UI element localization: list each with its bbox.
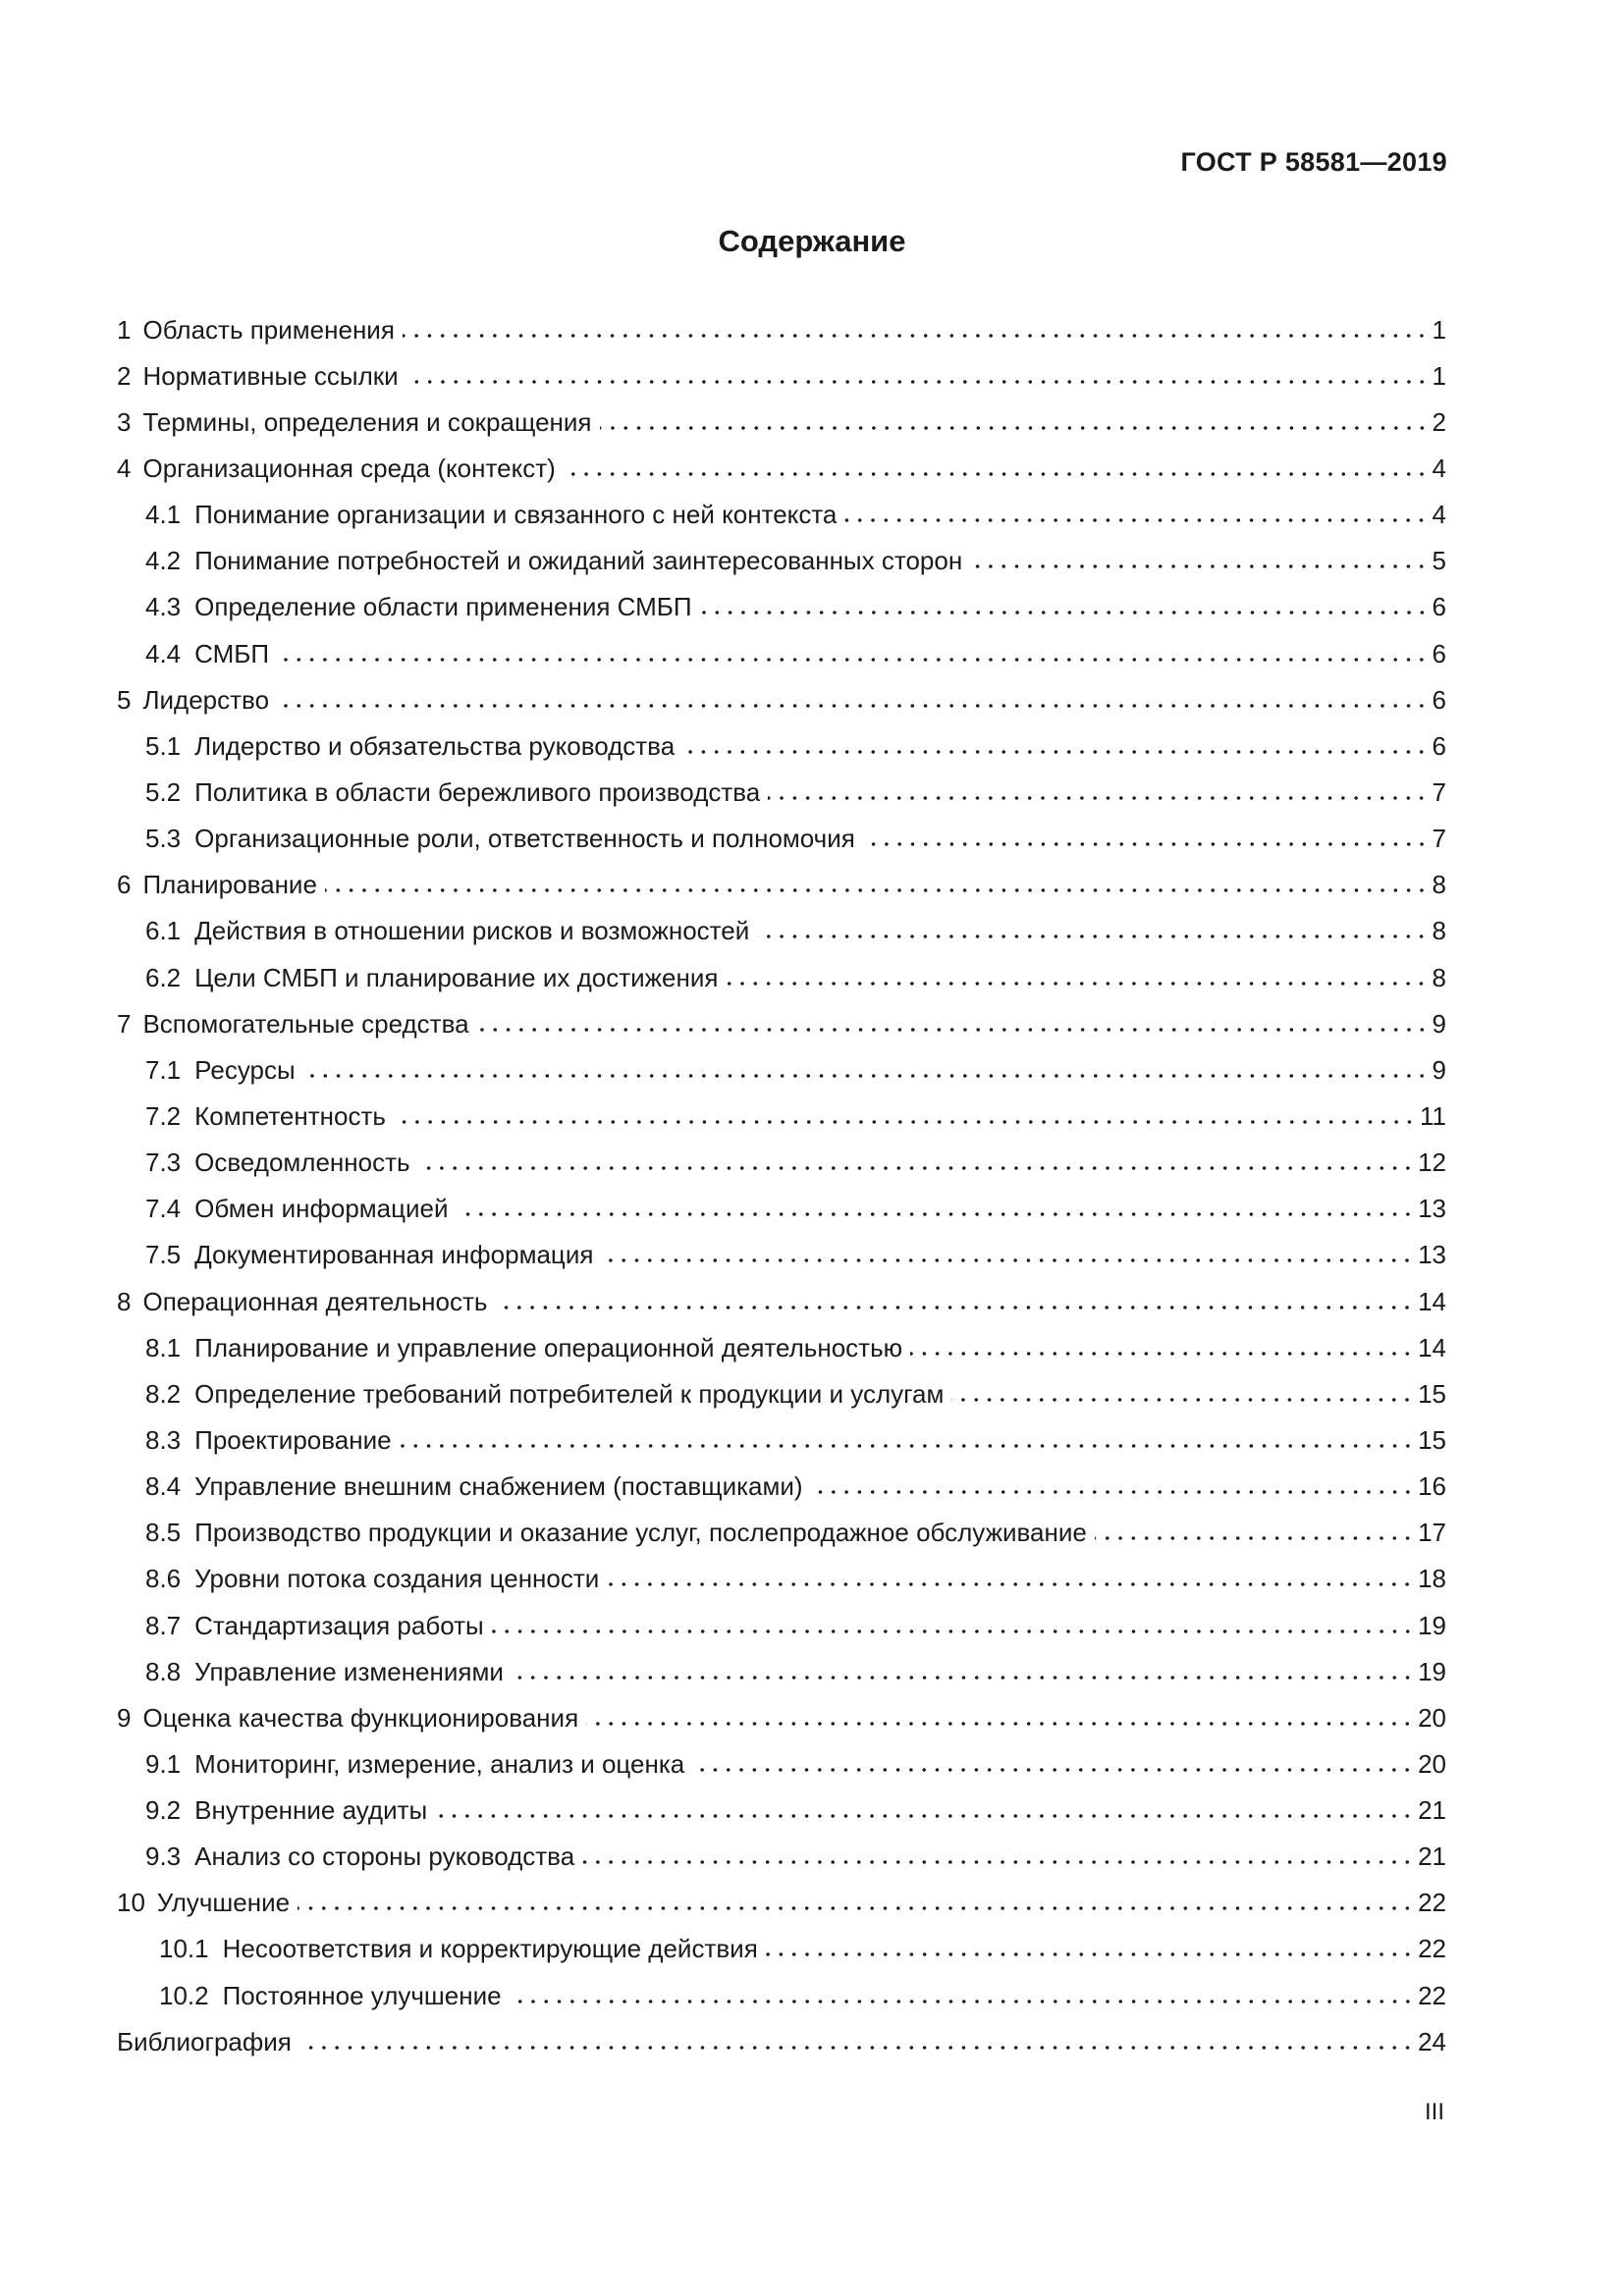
toc-entry[interactable] xyxy=(117,1140,1446,1186)
toc-dot-leader xyxy=(477,1025,1429,1035)
toc-entry-page: 13 xyxy=(1418,1194,1446,1224)
toc-entry-number: 7.2 xyxy=(145,1100,182,1131)
toc-entry[interactable] xyxy=(117,816,1446,862)
toc-dot-leader xyxy=(299,2043,1414,2053)
toc-entry-title: Производство продукции и оказание услуг, послепродажное обслуживание xyxy=(194,1518,1087,1548)
toc-entry-number: 8.3 xyxy=(145,1424,182,1455)
toc-entry[interactable] xyxy=(117,676,1446,722)
toc-entry-title: Обмен информацией xyxy=(194,1194,449,1224)
toc-entry[interactable] xyxy=(117,954,1446,1000)
toc-entry-page: 21 xyxy=(1418,1795,1446,1826)
toc-entry-number: 5.3 xyxy=(145,824,182,854)
toc-dot-leader xyxy=(970,561,1428,571)
toc-dot-leader xyxy=(766,1949,1414,1959)
toc-entry-title: Планирование и управление операционной деятельностью xyxy=(194,1332,903,1362)
toc-entry-title: Осведомленность xyxy=(194,1148,410,1178)
toc-entry-number: 7.4 xyxy=(145,1194,182,1224)
toc-entry-page: 20 xyxy=(1418,1702,1446,1733)
toc-entry-number: 8 xyxy=(117,1286,132,1316)
toc-entry-number: 10.2 xyxy=(159,1980,209,2010)
toc-entry-page: 22 xyxy=(1418,1934,1446,1964)
toc-dot-leader xyxy=(400,1441,1415,1451)
toc-entry-number: 6 xyxy=(117,870,132,900)
toc-entry-number: 10.1 xyxy=(159,1934,209,1964)
toc-entry-number: 5.2 xyxy=(145,776,182,807)
toc-entry-title: Нормативные ссылки xyxy=(142,360,399,391)
toc-entry[interactable] xyxy=(117,399,1446,445)
toc-entry-title: Документированная информация xyxy=(194,1240,594,1270)
toc-dot-leader xyxy=(277,655,1428,665)
toc-dot-leader xyxy=(601,1255,1414,1265)
toc-entry-page: 12 xyxy=(1418,1148,1446,1178)
toc-entry-page: 6 xyxy=(1432,684,1446,715)
toc-dot-leader xyxy=(495,1303,1414,1312)
toc-entry-page: 13 xyxy=(1418,1240,1446,1270)
toc-entry[interactable] xyxy=(117,769,1446,815)
toc-entry-page: 17 xyxy=(1418,1518,1446,1548)
toc-entry[interactable] xyxy=(117,1694,1446,1740)
toc-entry-number: 9 xyxy=(117,1702,132,1733)
toc-entry-number: 7.3 xyxy=(145,1148,182,1178)
toc-entry-title: Улучшение xyxy=(156,1888,291,1918)
toc-dot-leader xyxy=(757,932,1428,941)
toc-entry-number: 6.2 xyxy=(145,962,182,992)
toc-dot-leader xyxy=(394,1117,1416,1127)
toc-entry-number: 6.1 xyxy=(145,916,182,946)
toc-entry-title: Лидерство xyxy=(142,684,270,715)
toc-entry-page: 2 xyxy=(1432,406,1446,437)
toc-entry-page: 15 xyxy=(1418,1378,1446,1409)
page-title: Содержание xyxy=(718,224,906,258)
toc-dot-leader xyxy=(435,1811,1414,1821)
toc-dot-leader xyxy=(1095,1533,1414,1543)
toc-entry-title: Лидерство и обязательства руководства xyxy=(194,730,676,761)
toc-entry-page: 4 xyxy=(1432,500,1446,530)
toc-entry[interactable] xyxy=(117,1788,1446,1834)
toc-dot-leader xyxy=(277,701,1428,711)
toc-entry[interactable] xyxy=(117,862,1446,908)
toc-entry[interactable] xyxy=(117,1046,1446,1093)
toc-dot-leader xyxy=(586,1719,1414,1729)
toc-dot-leader xyxy=(418,1163,1415,1173)
page-number: III xyxy=(1424,2099,1444,2125)
toc-entry-page: 22 xyxy=(1418,1980,1446,2010)
toc-entry-title: Анализ со стороны руководства xyxy=(194,1842,575,1872)
toc-entry-page: 9 xyxy=(1432,1008,1446,1039)
toc-dot-leader xyxy=(564,469,1429,479)
toc-dot-leader xyxy=(863,839,1429,849)
toc-entry-number: 7 xyxy=(117,1008,132,1039)
toc-entry-title: Вспомогательные средства xyxy=(142,1008,469,1039)
toc-entry-title: СМБП xyxy=(194,638,270,668)
toc-entry[interactable] xyxy=(117,306,1446,352)
toc-entry[interactable] xyxy=(117,1416,1446,1463)
toc-entry-number: 4.4 xyxy=(145,638,182,668)
toc-entry[interactable] xyxy=(117,1093,1446,1139)
toc-entry-title: Понимание потребностей и ожиданий заинтересованных сторон xyxy=(194,546,963,576)
toc-entry-number: 7.1 xyxy=(145,1054,182,1085)
toc-entry-page: 22 xyxy=(1418,1888,1446,1918)
toc-entry-number: 9.1 xyxy=(145,1748,182,1779)
toc-entry-page: 14 xyxy=(1418,1286,1446,1316)
toc-entry[interactable] xyxy=(117,1834,1446,1880)
toc-dot-leader xyxy=(298,1903,1414,1913)
toc-entry-title: Проектирование xyxy=(194,1424,392,1455)
toc-entry[interactable] xyxy=(117,1648,1446,1694)
toc-entry-page: 18 xyxy=(1418,1564,1446,1594)
toc-entry-number: 4 xyxy=(117,453,132,483)
toc-dot-leader xyxy=(910,1349,1414,1359)
toc-entry-number: 1 xyxy=(117,314,132,345)
toc-entry-page: 8 xyxy=(1432,962,1446,992)
toc-entry-title: Организационные роли, ответственность и полномочия xyxy=(194,824,855,854)
toc-entry-title: Действия в отношении рисков и возможностей xyxy=(194,916,750,946)
toc-entry-page: 9 xyxy=(1432,1054,1446,1085)
toc-entry-number: 7.5 xyxy=(145,1240,182,1270)
toc-entry[interactable] xyxy=(117,1324,1446,1370)
toc-dot-leader xyxy=(512,1673,1414,1682)
toc-entry-title: Несоответствия и корректирующие действия xyxy=(222,1934,758,1964)
toc-dot-leader xyxy=(844,515,1428,525)
toc-dot-leader xyxy=(682,747,1428,757)
toc-entry-page: 1 xyxy=(1432,360,1446,391)
toc-entry-page: 24 xyxy=(1418,2026,1446,2056)
toc-entry[interactable] xyxy=(117,1000,1446,1046)
toc-entry-title: Уровни потока создания ценности xyxy=(194,1564,600,1594)
toc-entry[interactable] xyxy=(117,1880,1446,1926)
toc-entry[interactable] xyxy=(117,538,1446,584)
toc-entry-number: 4.3 xyxy=(145,592,182,622)
toc-entry-title: Определение области применения СМБП xyxy=(194,592,692,622)
toc-entry-number: 10 xyxy=(117,1888,145,1918)
toc-entry-title: Организационная среда (контекст) xyxy=(142,453,556,483)
toc-entry-number: 8.6 xyxy=(145,1564,182,1594)
toc-entry[interactable] xyxy=(117,1740,1446,1787)
toc-entry-title: Политика в области бережливого производства xyxy=(194,776,761,807)
toc-entry-title: Операционная деятельность xyxy=(142,1286,488,1316)
toc-entry-page: 20 xyxy=(1418,1748,1446,1779)
toc-entry-page: 11 xyxy=(1420,1100,1446,1131)
toc-entry[interactable] xyxy=(117,492,1446,538)
toc-entry-number: 8.7 xyxy=(145,1610,182,1640)
toc-dot-leader xyxy=(510,1997,1415,2006)
toc-dot-leader xyxy=(457,1209,1415,1219)
toc-entry-title: Управление внешним снабжением (поставщиками) xyxy=(194,1471,803,1502)
toc-entry-number: 8.1 xyxy=(145,1332,182,1362)
toc-entry-title: Мониторинг, измерение, анализ и оценка xyxy=(194,1748,685,1779)
toc-dot-leader xyxy=(492,1627,1414,1636)
toc-dot-leader xyxy=(406,377,1429,387)
toc-entry[interactable] xyxy=(117,1370,1446,1416)
toc-entry-page: 19 xyxy=(1418,1656,1446,1686)
toc-entry[interactable] xyxy=(117,1972,1446,2018)
toc-entry[interactable] xyxy=(117,445,1446,491)
toc-dot-leader xyxy=(726,979,1428,988)
toc-entry-page: 6 xyxy=(1432,592,1446,622)
toc-entry[interactable] xyxy=(117,2018,1446,2064)
toc-dot-leader xyxy=(768,793,1428,803)
toc-entry-page: 7 xyxy=(1432,776,1446,807)
toc-dot-leader xyxy=(600,423,1429,433)
toc-dot-leader xyxy=(700,608,1429,617)
toc-entry-page: 8 xyxy=(1432,870,1446,900)
toc-entry-page: 21 xyxy=(1418,1842,1446,1872)
toc-entry-page: 7 xyxy=(1432,824,1446,854)
toc-dot-leader xyxy=(607,1579,1414,1589)
toc-entry-page: 19 xyxy=(1418,1610,1446,1640)
toc-entry[interactable] xyxy=(117,1510,1446,1556)
toc-dot-leader xyxy=(692,1765,1414,1775)
toc-entry[interactable] xyxy=(117,1186,1446,1232)
toc-dot-leader xyxy=(325,885,1429,895)
toc-entry-number: 9.2 xyxy=(145,1795,182,1826)
toc-entry-title: Понимание организации и связанного с ней контекста xyxy=(194,500,838,530)
toc-entry-number: 8.2 xyxy=(145,1378,182,1409)
toc-entry-number: 3 xyxy=(117,406,132,437)
toc-entry-title: Стандартизация работы xyxy=(194,1610,484,1640)
toc-entry[interactable] xyxy=(117,1464,1446,1510)
toc-entry[interactable] xyxy=(117,1556,1446,1602)
toc-dot-leader xyxy=(951,1395,1414,1405)
toc-entry-number: 4.1 xyxy=(145,500,182,530)
toc-entry-number: 9.3 xyxy=(145,1842,182,1872)
toc-entry-title: Планирование xyxy=(142,870,317,900)
toc-entry-title: Определение требований потребителей к продукции и услугам xyxy=(194,1378,945,1409)
toc-entry-title: Компетентность xyxy=(194,1100,386,1131)
toc-dot-leader xyxy=(582,1857,1414,1867)
toc-entry-number: 5.1 xyxy=(145,730,182,761)
document-code: ГОСТ Р 58581—2019 xyxy=(1180,147,1447,177)
toc-entry-number: 8.4 xyxy=(145,1471,182,1502)
toc-entry[interactable] xyxy=(117,1278,1446,1324)
toc-entry-page: 16 xyxy=(1418,1471,1446,1502)
toc-entry-number: 4.2 xyxy=(145,546,182,576)
toc-entry-number: 8.8 xyxy=(145,1656,182,1686)
toc-entry-page: 6 xyxy=(1432,638,1446,668)
toc-entry-number: 8.5 xyxy=(145,1518,182,1548)
toc-entry-title: Область применения xyxy=(142,314,395,345)
toc-entry[interactable] xyxy=(117,722,1446,769)
toc-entry[interactable] xyxy=(117,1602,1446,1648)
toc-entry[interactable] xyxy=(117,1926,1446,1972)
toc-entry[interactable] xyxy=(117,908,1446,954)
toc-entry[interactable] xyxy=(117,584,1446,630)
toc-entry-page: 15 xyxy=(1418,1424,1446,1455)
toc-entry[interactable] xyxy=(117,630,1446,676)
toc-entry-page: 8 xyxy=(1432,916,1446,946)
toc-entry[interactable] xyxy=(117,1232,1446,1278)
toc-entry-page: 14 xyxy=(1418,1332,1446,1362)
toc-dot-leader xyxy=(403,331,1429,341)
toc-entry-number: 5 xyxy=(117,684,132,715)
toc-entry-page: 6 xyxy=(1432,730,1446,761)
toc-entry-number: 2 xyxy=(117,360,132,391)
toc-entry-title: Цели СМБП и планирование их достижения xyxy=(194,962,719,992)
toc-entry-title: Ресурсы xyxy=(194,1054,296,1085)
toc-entry-title: Библиография xyxy=(117,2026,292,2056)
toc-entry-page: 4 xyxy=(1432,453,1446,483)
toc-entry-title: Управление изменениями xyxy=(194,1656,504,1686)
toc-entry-page: 5 xyxy=(1432,546,1446,576)
toc-dot-leader xyxy=(811,1487,1415,1497)
toc-entry[interactable] xyxy=(117,352,1446,399)
toc-dot-leader xyxy=(303,1071,1429,1081)
toc-entry-title: Оценка качества функционирования xyxy=(142,1702,579,1733)
toc-entry-title: Постоянное улучшение xyxy=(222,1980,502,2010)
toc-entry-title: Внутренние аудиты xyxy=(194,1795,428,1826)
table-of-contents xyxy=(117,306,1446,2064)
toc-entry-title: Термины, определения и сокращения xyxy=(142,406,592,437)
toc-entry-page: 1 xyxy=(1432,314,1446,345)
